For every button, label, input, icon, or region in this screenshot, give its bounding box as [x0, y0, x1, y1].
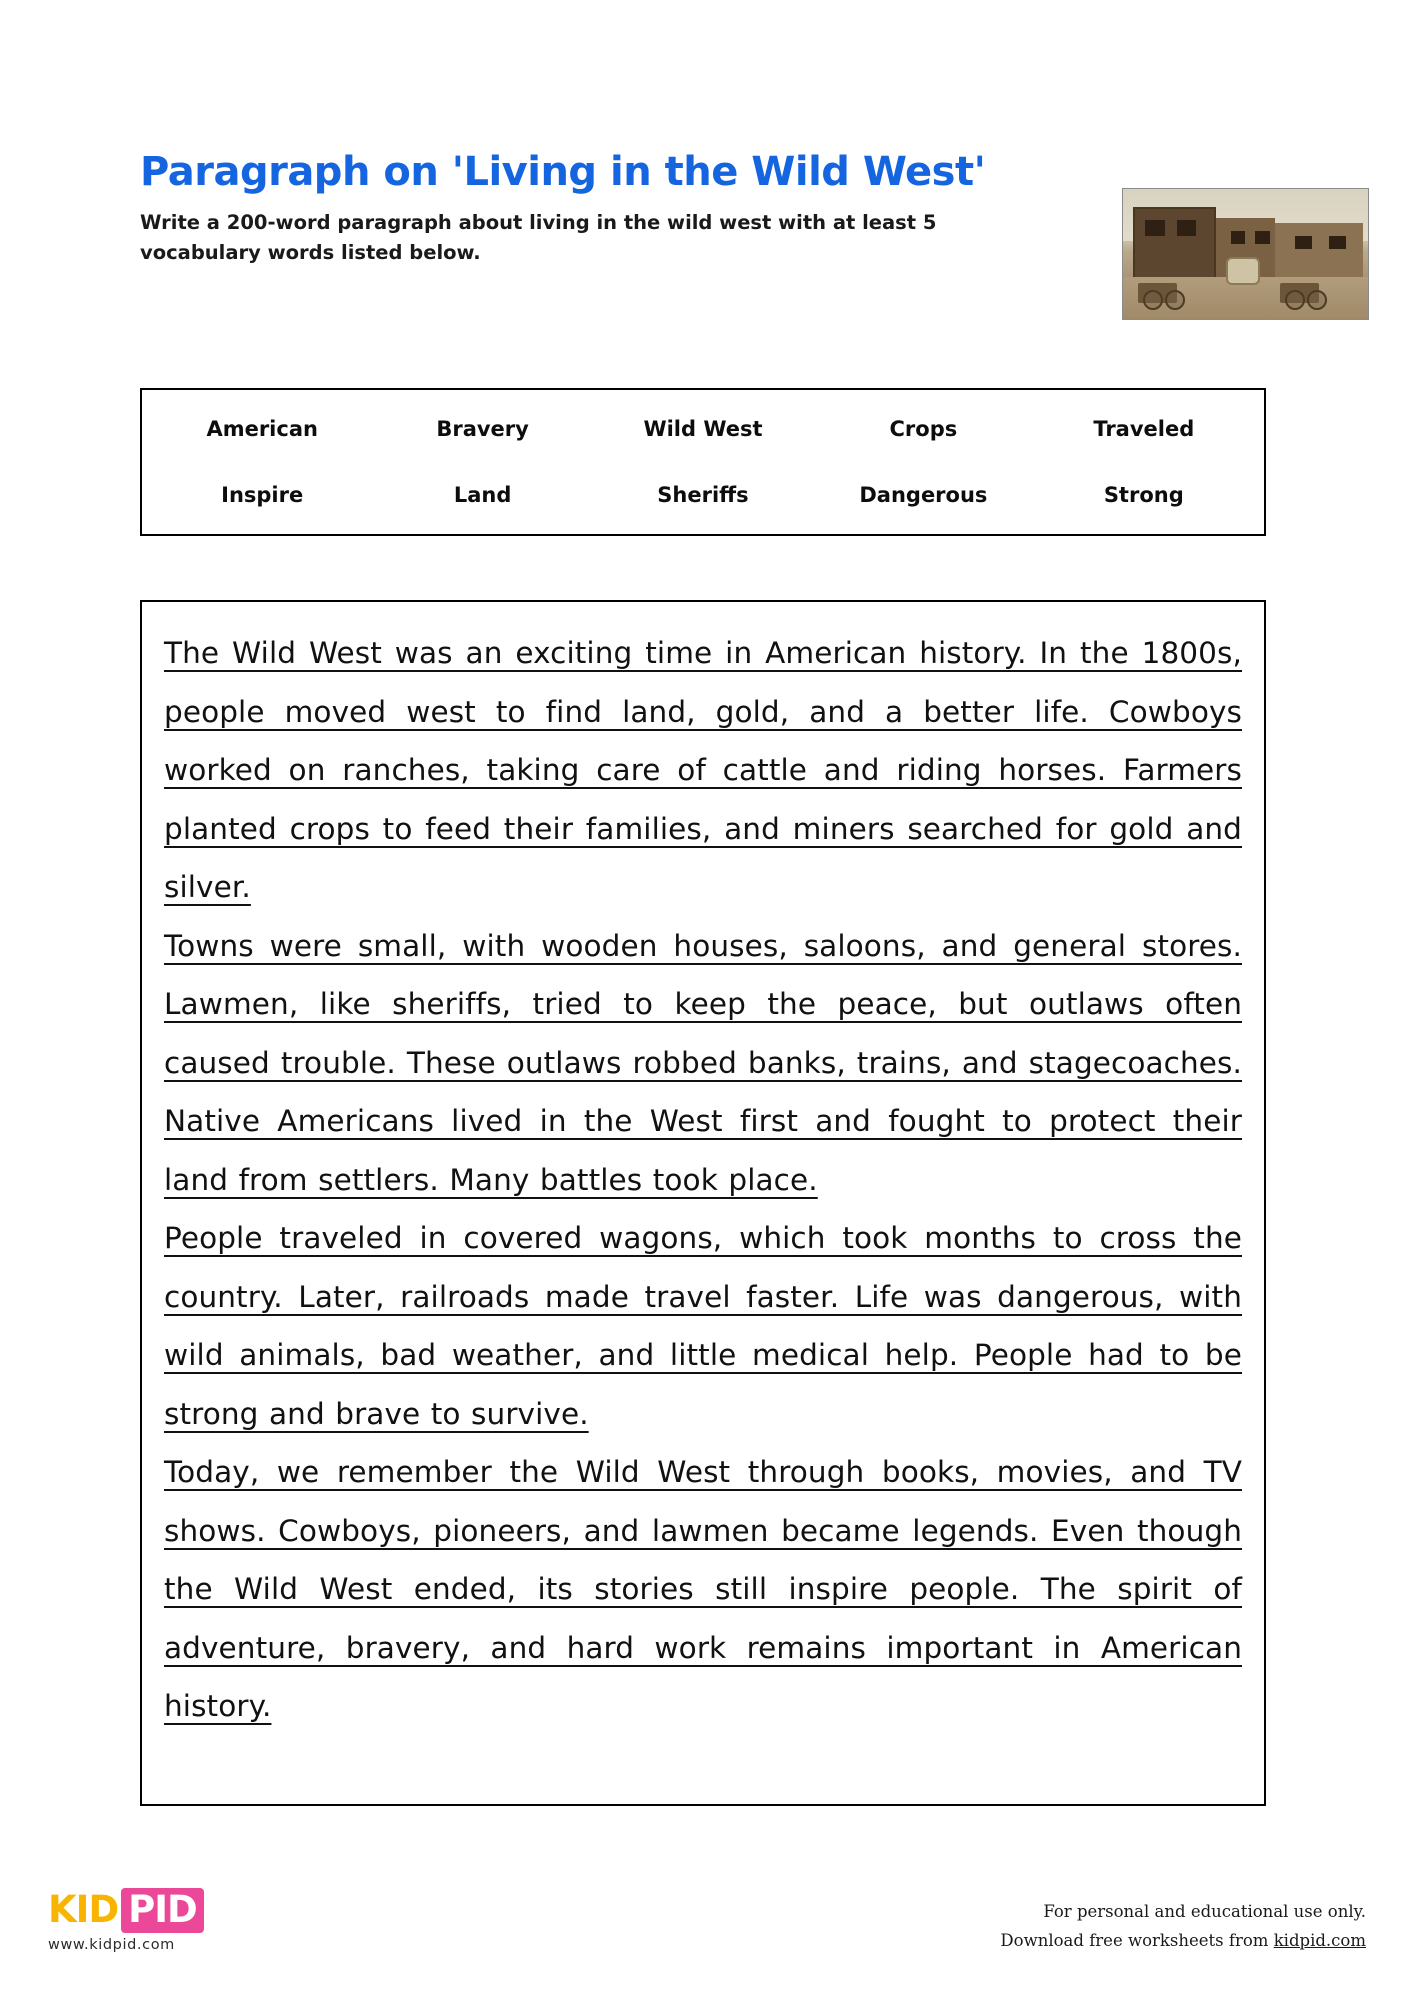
answer-paragraph: The Wild West was an exciting time in American history. In the 1800s, people moved west to find land, gold, and a better life. Cowboys worked on ranches, taking care of cattle and riding horses. Farmers planted crops to feed their families, and miners searched for gold and silver.: [164, 636, 1242, 904]
vocab-word: Strong: [1103, 483, 1184, 507]
photo-window: [1145, 220, 1165, 236]
photo-wagon-wheel: [1143, 290, 1163, 310]
logo-text-kid: KID: [48, 1888, 119, 1931]
page-title: Paragraph on 'Living in the Wild West': [140, 149, 986, 195]
photo-wagon-wheel: [1307, 290, 1327, 310]
photo-building-left: [1133, 207, 1216, 280]
logo-wordmark: [48, 1888, 248, 1933]
photo-window: [1255, 231, 1270, 244]
footer-note: [1000, 1898, 1366, 1956]
answer-paragraph: People traveled in covered wagons, which took months to cross the country. Later, railroads made travel faster. Life was dangerous, with wild animals, bad weather, and little medical help. People had to be strong and brave to survive.: [164, 1221, 1242, 1431]
answer-paragraph: Towns were small, with wooden houses, saloons, and general stores. Lawmen, like sheriffs, tried to keep the peace, but outlaws often caused trouble. These outlaws robbed banks, trains, and stagecoaches. Native Americans lived in the West first and fought to protect their land from settlers. Many battles took place.: [164, 928, 1242, 1197]
photo-window: [1177, 220, 1197, 236]
vocab-word: Bravery: [436, 417, 529, 441]
footer-note-prefix: Download free worksheets from: [1000, 1930, 1274, 1950]
kidpid-logo[interactable]: [48, 1888, 248, 1953]
photo-window: [1295, 236, 1312, 249]
vocab-word: Wild West: [643, 417, 763, 441]
vocabulary-box: [140, 388, 1266, 536]
answer-box[interactable]: [140, 600, 1266, 1806]
photo-wagon-wheel: [1285, 290, 1305, 310]
logo-text-pid: PID: [121, 1888, 204, 1933]
answer-paragraph: Today, we remember the Wild West through books, movies, and TV shows. Cowboys, pioneers, and lawmen became legends. Even though the Wild West ended, its stories still inspire people. The spirit of adventure, bravery, and hard work remains important in American history.: [164, 1455, 1242, 1723]
footer-note-line2: [1000, 1927, 1366, 1956]
vocab-word: Crops: [889, 417, 958, 441]
vocabulary-grid: [142, 390, 1264, 534]
footer-note-line1: For personal and educational use only.: [1043, 1902, 1366, 1921]
wild-west-photo: [1122, 188, 1369, 320]
vocab-word: Traveled: [1093, 417, 1195, 441]
photo-window: [1231, 231, 1246, 244]
photo-barrel: [1226, 257, 1260, 285]
photo-window: [1329, 236, 1346, 249]
worksheet-header: [140, 150, 1270, 268]
instructions-text: Write a 200-word paragraph about living in the wild west with at least 5 vocabulary words listed below.: [140, 211, 937, 265]
vocab-word: Dangerous: [859, 483, 988, 507]
photo-building-right: [1275, 223, 1363, 280]
vocab-word: Land: [453, 483, 512, 507]
kidpid-link[interactable]: kidpid.com: [1273, 1930, 1366, 1950]
vocab-word: Sheriffs: [657, 483, 749, 507]
logo-website: www.kidpid.com: [48, 1937, 175, 1953]
vocab-word: Inspire: [221, 483, 304, 507]
vocab-word: American: [206, 417, 318, 441]
photo-wagon-wheel: [1165, 290, 1185, 310]
